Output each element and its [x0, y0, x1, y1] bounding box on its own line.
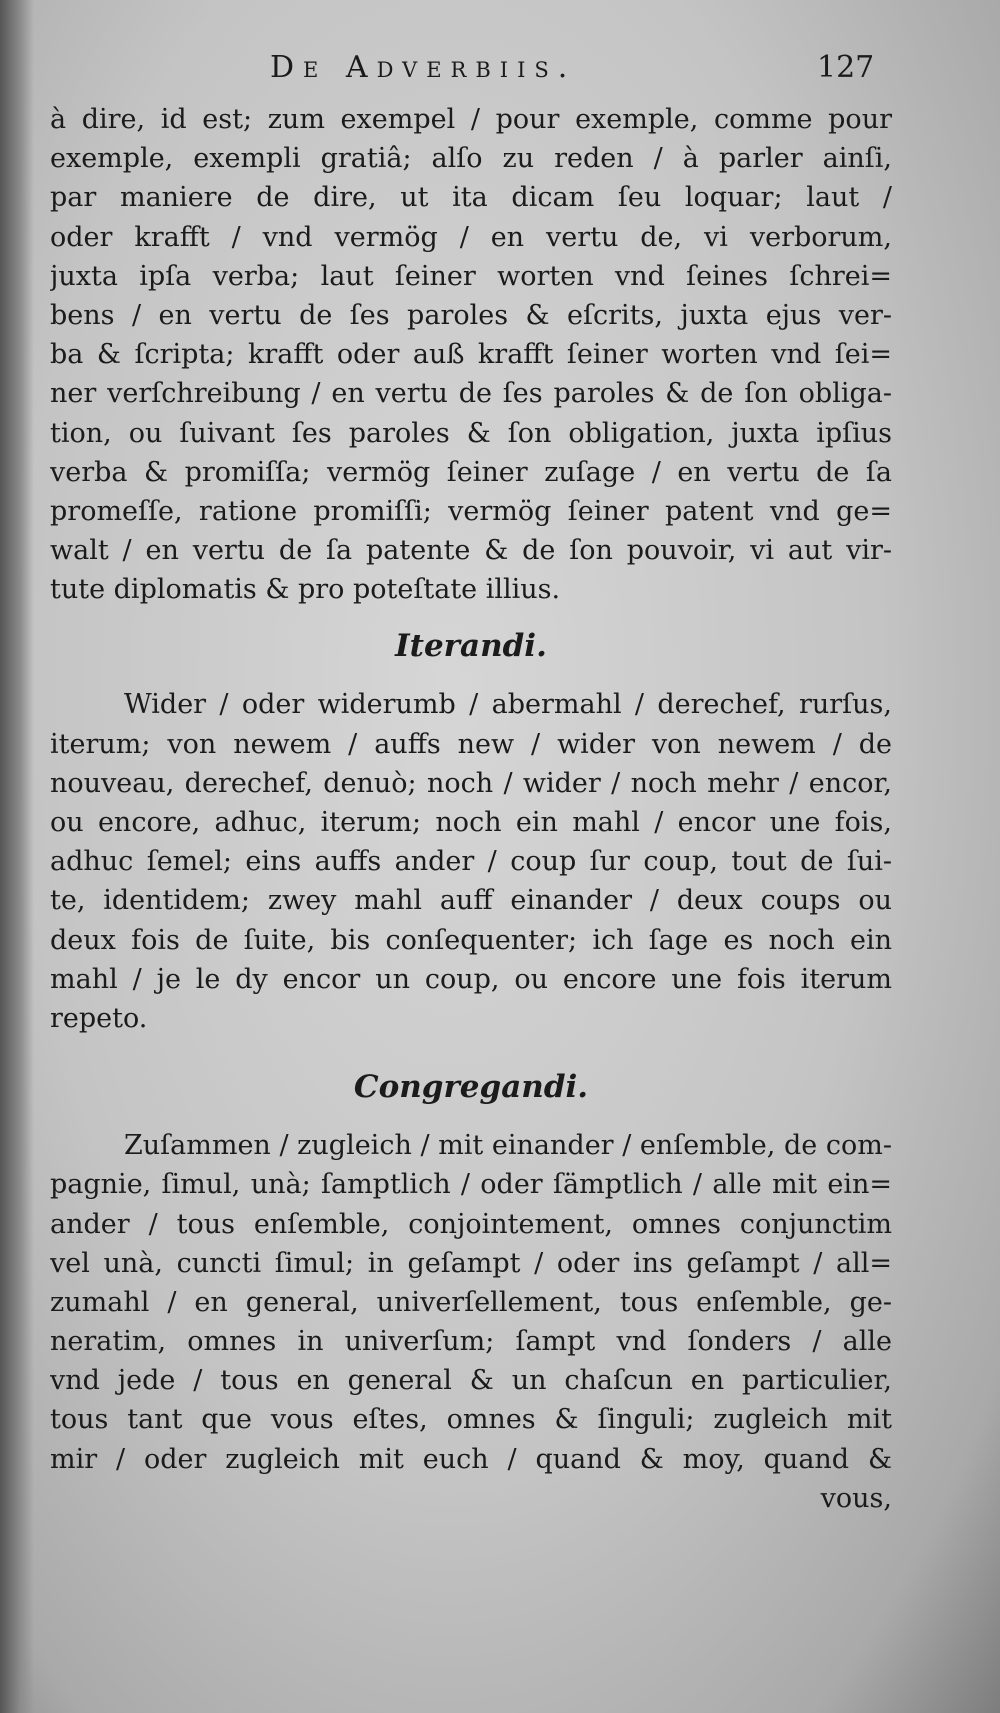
page-number: 127	[817, 50, 875, 85]
text-line: pagnie, ſimul, unà; ſamptlich / oder ſämptlich / alle mit ein=	[50, 1169, 892, 1201]
text-line: par maniere de dire, ut ita dicam ſeu loquar; laut /	[50, 182, 892, 214]
text-line: tous tant que vous eſtes, omnes & ſinguli; zugleich mit	[50, 1404, 892, 1436]
running-head: De Adverbiis.	[270, 50, 577, 85]
text-line: ander / tous enſemble, conjointement, omnes conjunctim	[50, 1208, 892, 1240]
section-heading-congregandi: Congregandi.	[353, 1069, 589, 1106]
text-line: te, identidem; zwey mahl auff einander / deux coups ou	[50, 885, 892, 917]
catchword: vous,	[820, 1482, 892, 1514]
text-line: vel unà, cuncti ſimul; in geſampt / oder ins geſampt / all=	[50, 1247, 892, 1279]
text-line: oder krafft / vnd vermög / en vertu de, vi verborum,	[50, 221, 892, 253]
text-line: Wider / oder widerumb / abermahl / derechef, rurſus,	[124, 689, 892, 721]
text-line: promeſſe, ratione promiſſi; vermög ſeiner patent vnd ge=	[50, 495, 892, 527]
body-text	[50, 100, 892, 1518]
text-line: nouveau, derechef, denuò; noch / wider / noch mehr / encor,	[50, 767, 892, 799]
text-line: vnd jede / tous en general & un chaſcun en particulier,	[50, 1365, 892, 1397]
text-line: mir / oder zugleich mit euch / quand & moy, quand &	[50, 1443, 892, 1475]
text-line: ba & ſcripta; krafft oder auß krafft ſeiner worten vnd ſei=	[50, 339, 892, 371]
text-line: neratim, omnes in univerſum; ſampt vnd ſonders / alle	[50, 1326, 892, 1358]
text-line: walt / en vertu de ſa patente & de ſon pouvoir, vi aut vir-	[50, 535, 892, 567]
text-line: tute diplomatis & pro poteſtate illius.	[50, 574, 561, 606]
text-line: mahl / je le dy encor un coup, ou encore une fois iterum	[50, 963, 892, 995]
page-header	[0, 50, 1000, 90]
text-line: adhuc ſemel; eins auffs ander / coup ſur coup, tout de ſui-	[50, 846, 892, 878]
section-heading-iterandi: Iterandi.	[395, 628, 547, 665]
text-line: juxta ipſa verba; laut ſeiner worten vnd ſeines ſchrei=	[50, 260, 892, 292]
text-line: ou encore, adhuc, iterum; noch ein mahl / encor une fois,	[50, 807, 892, 838]
text-line: iterum; von newem / auffs new / wider von newem / de	[50, 728, 892, 760]
text-line: à dire, id est; zum exempel / pour exemple, comme pour	[50, 104, 892, 135]
text-line: Zuſammen / zugleich / mit einander / enſemble, de com-	[124, 1130, 892, 1162]
text-line: ner verſchreibung / en vertu de ſes paroles & de ſon obliga-	[50, 378, 892, 410]
page-edge-shadow	[0, 0, 34, 1713]
text-line: exemple, exempli gratiâ; alſo zu reden / à parler ainſi,	[50, 143, 892, 175]
text-line: repeto.	[50, 1002, 148, 1034]
text-line: bens / en vertu de ſes paroles & eſcrits, juxta ejus ver-	[50, 299, 892, 331]
text-line: verba & promiſſa; vermög ſeiner zuſage / en vertu de ſa	[50, 456, 892, 488]
text-line: tion, ou ſuivant ſes paroles & ſon obligation, juxta ipſius	[50, 417, 892, 449]
text-line: deux fois de ſuite, bis conſequenter; ich ſage es noch ein	[50, 924, 892, 956]
text-line: zumahl / en general, univerſellement, tous enſemble, ge-	[50, 1286, 892, 1318]
